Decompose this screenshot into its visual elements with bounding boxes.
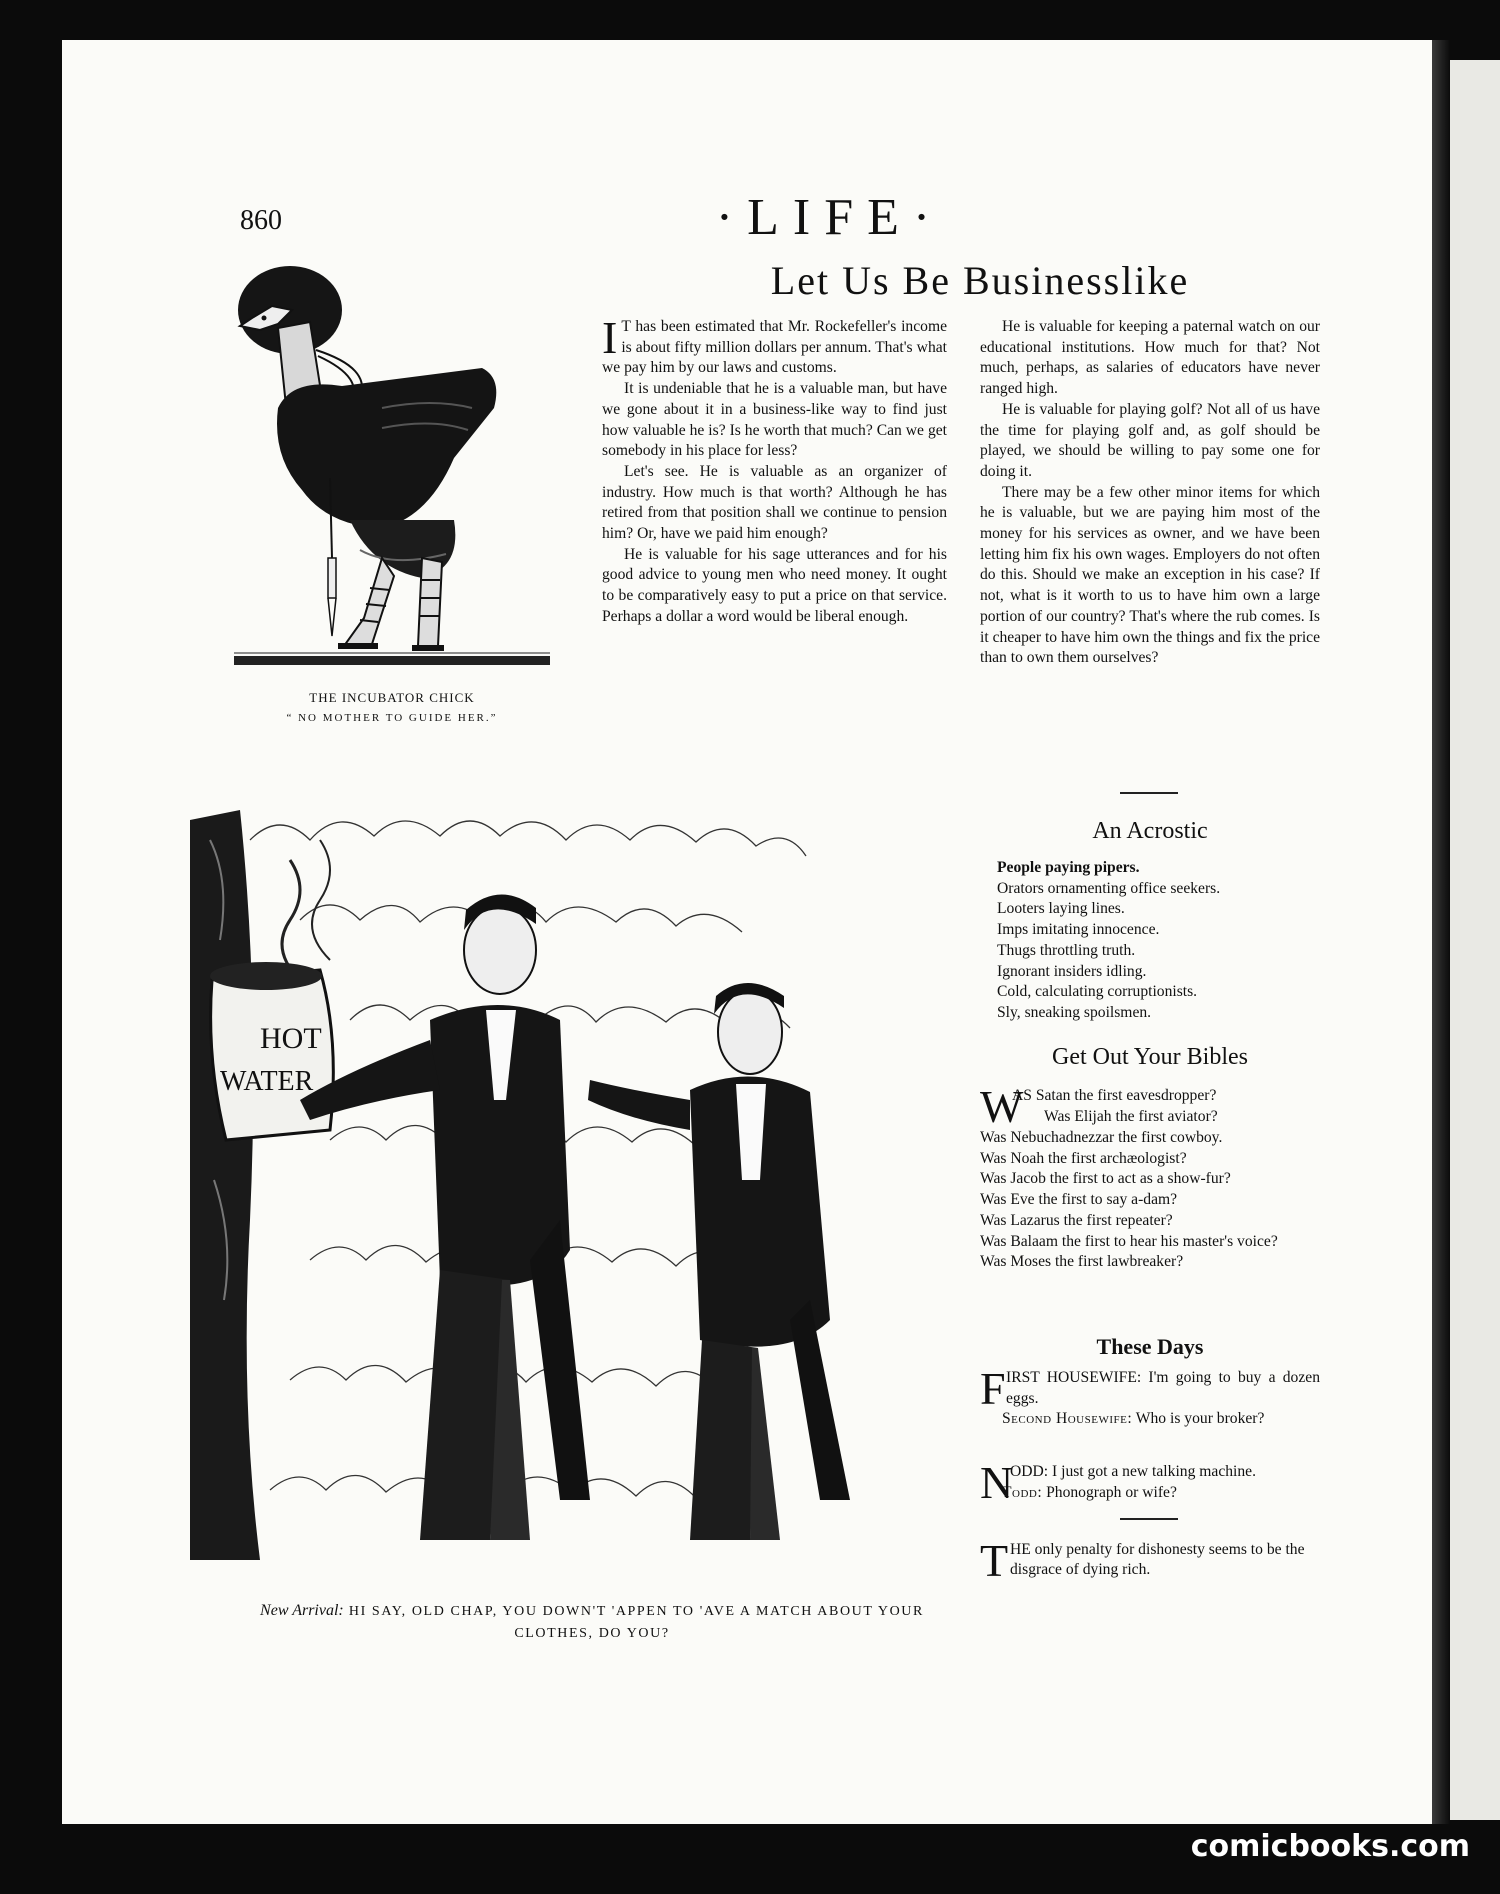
acrostic-line: People paying pipers.: [997, 859, 1140, 876]
bibles-line: Was Moses the first lawbreaker?: [980, 1253, 1184, 1271]
bibles-title: Get Out Your Bibles: [1051, 1044, 1249, 1070]
acrostic-line: Imps imitating innocence.: [997, 921, 1160, 939]
acrostic-line: Orators ornamenting office seekers.: [997, 879, 1221, 897]
article-paragraph: He is valuable for keeping a paternal watch on our educational institutions. How much for that? Not much, perhaps, as salaries of educators have never ranged high.: [980, 318, 1320, 398]
article-paragraph: He is valuable for his sage utterances and for his good advice to young men who need money. It ought to be comparatively easy to put a price on that service. Perhaps a dollar a word would be liberal enough.: [602, 545, 947, 625]
acrostic-title: An Acrostic: [1092, 818, 1208, 844]
site-watermark: comicbooks.com: [1190, 1829, 1470, 1864]
joke-line: HE only penalty for dishonesty seems to be the disgrace of dying rich.: [1010, 1540, 1305, 1579]
spine-shadow: [1432, 40, 1450, 1824]
bibles-line: Was Eve the first to say a-dam?: [980, 1191, 1178, 1209]
next-page-edge: [1450, 60, 1500, 1820]
bibles-list: [980, 1081, 1320, 1273]
article-paragraph: It is undeniable that he is a valuable man, but have we gone about it in a business-like way to find just how valuable he is? Is he worth that much? Can we get somebody in his place for less?: [602, 380, 947, 460]
bibles-line: Was Noah the first archæologist?: [980, 1149, 1187, 1167]
acrostic-line: Ignorant insiders idling.: [997, 962, 1147, 980]
drop-cap: I: [602, 312, 618, 363]
bibles-line: Was Balaam the first to hear his master's voice?: [980, 1232, 1278, 1250]
article-paragraph: I T has been estimated that Mr. Rockefeller's income is about fifty million dollars per annum. That's what we pay him by our laws and customs.: [602, 312, 947, 377]
bibles-line: Was Lazarus the first repeater?: [980, 1211, 1173, 1229]
cartoon-caption: [232, 1600, 952, 1645]
drop-cap: F: [980, 1363, 1006, 1414]
bibles-opening: [980, 1081, 1320, 1132]
joke-line: Todd: Phonograph or wife?: [1002, 1483, 1177, 1501]
acrostic-line: Cold, calculating corruptionists.: [997, 983, 1198, 1001]
joke-line: Second Housewife: Who is your broker?: [1002, 1410, 1265, 1428]
article-column-1: [602, 312, 947, 628]
joke-dishonesty: [980, 1534, 1320, 1586]
section-divider: [1120, 792, 1178, 794]
article-paragraph: There may be a few other minor items for which he is valuable, but we are paying him most of the money for his services as owner, and we have been letting him fix his own wages. Employers do not often do this. Should we make an exception in his case? If not, what is it worth to us to have him own a large portion of our country? That's where the rub comes. Is it cheaper to have him own the things and fix the price than to own them ourselves?: [980, 483, 1320, 667]
page-number: 860: [240, 205, 282, 236]
tank-label-water: WATER: [220, 1066, 314, 1097]
article-paragraph: He is valuable for playing golf? Not all of us have the time for playing golf and, as golf should be played, we should be willing to pay some one for doing it.: [980, 400, 1320, 480]
acrostic-line: Looters laying lines.: [997, 900, 1125, 918]
caption-speaker: New Arrival:: [260, 1602, 344, 1619]
chick-caption-title: THE INCUBATOR CHICK: [309, 690, 475, 705]
bibles-line: AS Satan the first eavesdropper?: [1012, 1087, 1217, 1104]
article-paragraph: Let's see. He is valuable as an organizer of industry. How much is that worth? Although he has retired from that position shall we continue to pension him? Or, have we paid him enough?: [602, 462, 947, 543]
drop-cap: T: [980, 1534, 1009, 1586]
joke-housewife: [980, 1363, 1320, 1414]
incubator-chick-illustration: [232, 258, 552, 668]
chick-caption-subtitle: “ NO MOTHER TO GUIDE HER.”: [286, 712, 498, 724]
hot-water-cartoon: [190, 800, 960, 1560]
joke-line: ODD: I just got a new talking machine.: [1010, 1463, 1256, 1481]
article-column-2: [980, 317, 1320, 669]
bibles-line: Was Elijah the first aviator?: [1044, 1107, 1218, 1125]
article-title: Let Us Be Businesslike: [770, 258, 1190, 303]
acrostic-poem: [997, 858, 1327, 1024]
joke-line: IRST HOUSEWIFE: I'm going to buy a dozen eggs.: [1006, 1369, 1320, 1407]
these-days-title: These Days: [1096, 1334, 1204, 1359]
bibles-line: Was Jacob the first to act as a show-fur?: [980, 1170, 1231, 1188]
drop-cap: N: [980, 1457, 1014, 1509]
caption-text: HI SAY, OLD CHAP, YOU DOWN'T 'APPEN TO 'AVE A MATCH ABOUT YOUR CLOTHES, DO YOU?: [348, 1604, 924, 1641]
acrostic-line: Thugs throttling truth.: [997, 941, 1136, 959]
bibles-line: Was Nebuchadnezzar the first cowboy.: [980, 1129, 1223, 1146]
masthead: ·LIFE·: [715, 189, 945, 246]
drop-cap: W: [980, 1081, 1024, 1132]
acrostic-line: Sly, sneaking spoilsmen.: [997, 1003, 1152, 1021]
these-days-jokes: [980, 1363, 1320, 1586]
tank-label-hot: HOT: [260, 1022, 322, 1055]
